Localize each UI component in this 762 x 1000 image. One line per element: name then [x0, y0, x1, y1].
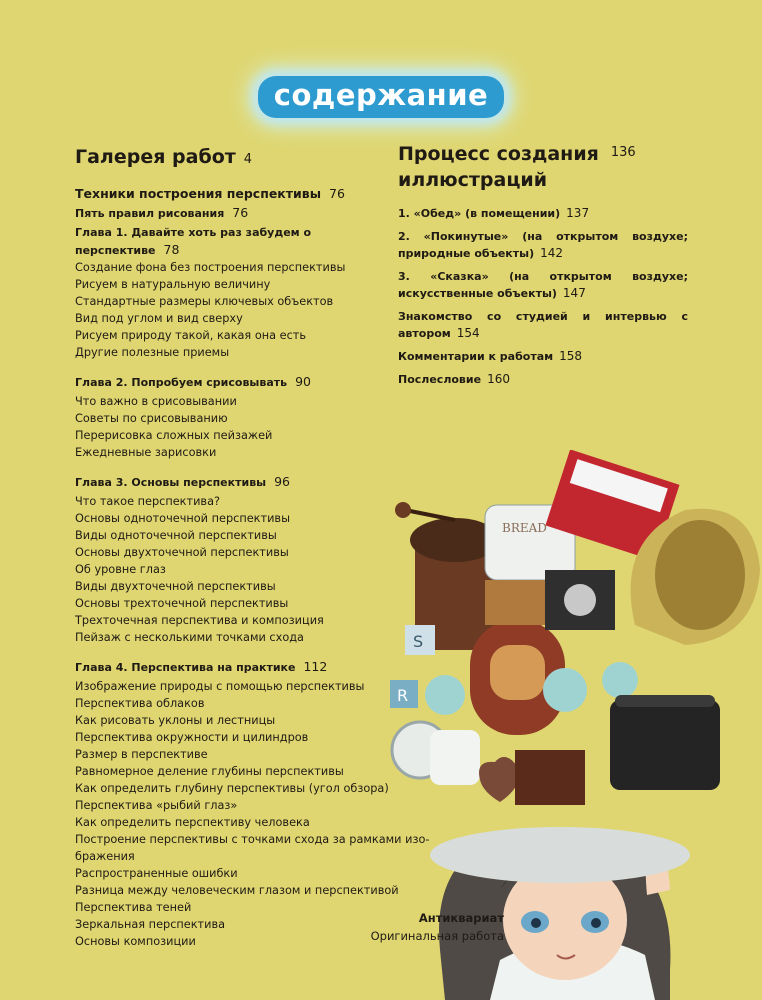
- toc-item[interactable]: Как определить перспективу человека: [75, 816, 310, 829]
- film-reel: [602, 662, 638, 698]
- toc-entry-page: 137: [566, 206, 590, 220]
- toc-chapter2-page: 90: [295, 374, 311, 389]
- toc-five-rules-page: 76: [232, 205, 249, 220]
- grinder-knob: [395, 502, 411, 518]
- toc-item[interactable]: Изображение природы с помощью перспективы: [75, 680, 365, 693]
- toc-chapter4-page: 112: [303, 659, 328, 674]
- bread-bin-label: BREAD: [502, 521, 547, 535]
- toc-process-entry[interactable]: [398, 371, 688, 388]
- toc-chapter3: [75, 473, 375, 646]
- hat-brim: [430, 827, 690, 883]
- toc-item[interactable]: Рисуем в натуральную величину: [75, 278, 271, 291]
- toc-entry-label: 3. «Сказка» (на открытом воздухе; искусственные объекты): [398, 270, 688, 300]
- toc-process[interactable]: [398, 140, 688, 193]
- toc-item[interactable]: Виды одноточечной перспективы: [75, 529, 277, 542]
- toc-chapter3-page: 96: [274, 474, 291, 489]
- toc-entry-label: 1. «Обед» (в помещении): [398, 207, 561, 220]
- toc-chapter1-label: Глава 1. Давайте хоть раз забудем о перспективе: [75, 226, 312, 257]
- toc-item[interactable]: Что важно в срисовывании: [75, 395, 237, 408]
- toc-entry-label: Комментарии к работам: [398, 350, 554, 363]
- toc-item[interactable]: Что такое перспектива?: [75, 495, 220, 508]
- toc-item[interactable]: Как рисовать уклоны и лестницы: [75, 714, 276, 727]
- toc-item[interactable]: Перспектива теней: [75, 901, 192, 914]
- toc-item[interactable]: Основы композиции: [75, 935, 196, 948]
- wooden-box: [485, 580, 545, 625]
- toc-item[interactable]: Виды двухточечной перспективы: [75, 580, 276, 593]
- toc-item[interactable]: Об уровне глаз: [75, 563, 166, 576]
- toc-chapter4-label: Глава 4. Перспектива на практике: [75, 661, 296, 674]
- camera-lens: [564, 584, 596, 616]
- toc-item[interactable]: Рисуем природу такой, какая она есть: [75, 329, 307, 342]
- toc-chapter2-label: Глава 2. Попробуем срисовывать: [75, 376, 288, 389]
- girl-right-pupil: [591, 918, 601, 928]
- toc-process-label: Процесс создания: [398, 143, 599, 165]
- toc-five-rules-label: Пять правил рисования: [75, 207, 225, 220]
- toc-entry-label: Знакомство со студией и интервью с автором: [398, 310, 688, 340]
- toc-process-entry[interactable]: [398, 205, 688, 222]
- toc-entry-page: 142: [540, 246, 564, 260]
- toc-chapter1: [75, 224, 375, 361]
- toc-entry-page: 154: [456, 326, 480, 340]
- toc-entry-label: 2. «Покинутые» (на открытом воздухе; природные объекты): [398, 230, 688, 260]
- toc-item[interactable]: Зеркальная перспектива: [75, 918, 226, 931]
- film-reel: [543, 668, 587, 712]
- toc-item[interactable]: Построение перспективы с точками схода за рамками изо-: [75, 833, 430, 846]
- caption-title: Антиквариат: [418, 911, 504, 925]
- toc-item[interactable]: Ежедневные зарисовки: [75, 446, 217, 459]
- toc-left-column: [75, 140, 430, 950]
- toc-item[interactable]: Основы трехточечной перспективы: [75, 597, 289, 610]
- toc-gallery-label: Галерея работ: [75, 146, 236, 168]
- toc-process-line1: [398, 140, 688, 167]
- toc-techniques[interactable]: [75, 185, 375, 202]
- toc-techniques-page: 76: [329, 186, 345, 201]
- toc-item[interactable]: Как определить глубину перспективы (угол обзора): [75, 782, 389, 795]
- letter-block-label: R: [397, 686, 409, 705]
- toc-chapter1-heading[interactable]: [75, 224, 375, 259]
- toc-chapter1-page: 78: [163, 242, 180, 257]
- toc-item[interactable]: Другие полезные приемы: [75, 346, 230, 359]
- toc-gallery[interactable]: [75, 145, 375, 172]
- toc-item[interactable]: бражения: [75, 850, 135, 863]
- toc-chapter3-label: Глава 3. Основы перспективы: [75, 476, 267, 489]
- letter-block-label: S: [413, 632, 424, 651]
- caption-subtitle: Оригинальная работа: [370, 929, 504, 943]
- toc-item[interactable]: Советы по срисовыванию: [75, 412, 228, 425]
- toc-chapter2-heading[interactable]: [75, 373, 375, 391]
- toc-chapter4: [75, 658, 430, 950]
- toc-process-page: 136: [610, 145, 636, 160]
- toc-item[interactable]: Равномерное деление глубины перспективы: [75, 765, 344, 778]
- toc-item[interactable]: Перспектива «рыбий глаз»: [75, 799, 238, 812]
- old-camera: [515, 750, 585, 805]
- illustration-caption: [371, 910, 504, 945]
- toc-item[interactable]: Размер в перспективе: [75, 748, 208, 761]
- typewriter-roller: [615, 695, 715, 707]
- girl-left-pupil: [531, 918, 541, 928]
- toc-item[interactable]: Разница между человеческим глазом и перспективой: [75, 884, 399, 897]
- toc-item[interactable]: Пейзаж с несколькими точками схода: [75, 631, 304, 644]
- toc-item[interactable]: Стандартные размеры ключевых объектов: [75, 295, 334, 308]
- toc-five-rules[interactable]: [75, 204, 375, 222]
- toc-process-line2: иллюстраций: [398, 169, 548, 191]
- title-area: [0, 76, 762, 118]
- toc-process-entry[interactable]: [398, 348, 688, 365]
- toc-item[interactable]: Распространенные ошибки: [75, 867, 238, 880]
- toc-gallery-page: 4: [243, 152, 253, 167]
- toc-item[interactable]: Перспектива окружности и цилиндров: [75, 731, 309, 744]
- toc-process-entry[interactable]: [398, 268, 688, 302]
- toc-item[interactable]: Трехточечная перспектива и композиция: [75, 614, 324, 627]
- toc-item[interactable]: Перспектива облаков: [75, 697, 205, 710]
- typewriter: [610, 700, 720, 790]
- toc-item[interactable]: Создание фона без построения перспективы: [75, 261, 346, 274]
- toc-entry-page: 160: [487, 372, 510, 386]
- toc-chapter2: [75, 373, 375, 461]
- toc-item[interactable]: Перерисовка сложных пейзажей: [75, 429, 273, 442]
- toc-entry-page: 147: [562, 286, 586, 300]
- radio-grille: [490, 645, 545, 700]
- gramophone-horn-inner: [655, 520, 745, 630]
- grinder-handle: [405, 510, 455, 520]
- toc-chapter3-heading[interactable]: [75, 473, 375, 491]
- toc-right-column: [398, 140, 688, 394]
- toc-item[interactable]: Основы одноточечной перспективы: [75, 512, 290, 525]
- toc-entry-label: Послесловие: [398, 373, 482, 386]
- page-title: содержание: [258, 76, 504, 118]
- toc-process-entry[interactable]: [398, 228, 688, 262]
- toc-chapter4-heading[interactable]: [75, 658, 375, 676]
- film-reel: [425, 675, 465, 715]
- toc-item[interactable]: Вид под углом и вид сверху: [75, 312, 243, 325]
- toc-techniques-label: Техники построения перспективы: [75, 186, 322, 201]
- teacup: [430, 730, 480, 785]
- heart-box: [479, 757, 519, 802]
- toc-process-entry[interactable]: [398, 308, 688, 342]
- toc-item[interactable]: Основы двухточечной перспективы: [75, 546, 289, 559]
- toc-entry-page: 158: [559, 349, 583, 363]
- toc-process-list: [398, 205, 688, 388]
